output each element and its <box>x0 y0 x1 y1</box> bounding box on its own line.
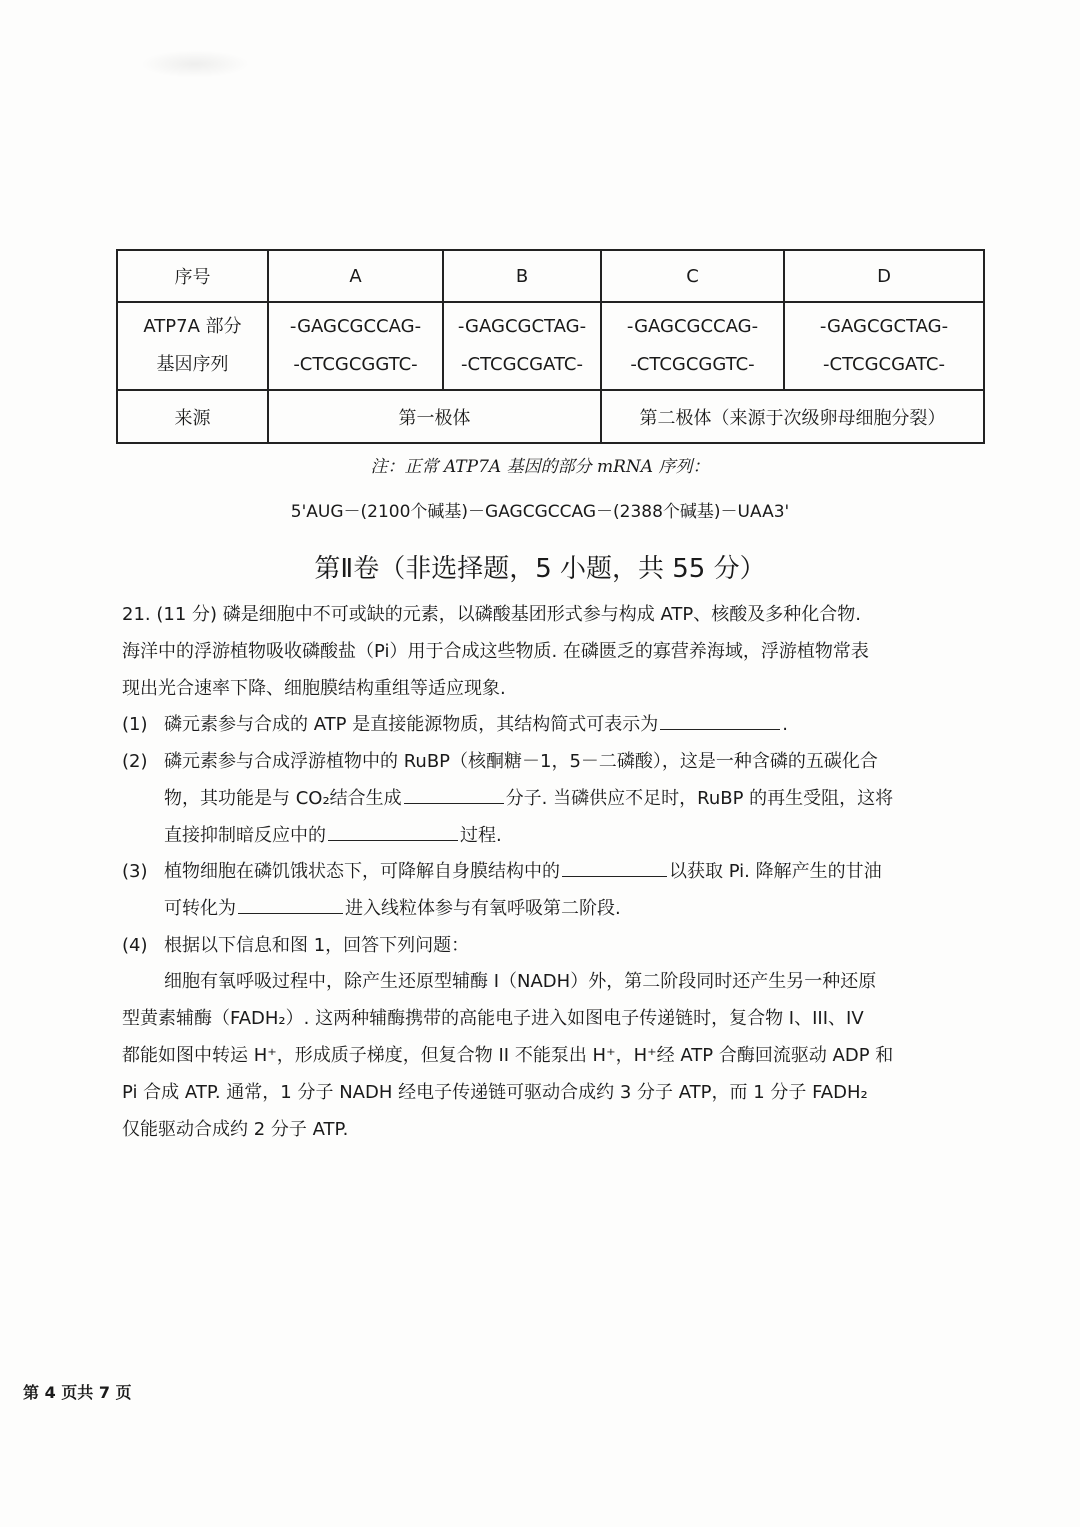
intro-line: 21. (11 分) 磷是细胞中不可或缺的元素，以磷酸基团形式参与构成 ATP、核酸及多种化合物. <box>122 604 861 625</box>
answer-blank[interactable] <box>562 854 667 877</box>
header-cell: B <box>443 250 601 302</box>
intro-line: 海洋中的浮游植物吸收磷酸盐（Pi）用于合成这些物质. 在磷匮乏的寡营养海域，浮游植物常表 <box>122 641 869 662</box>
subquestion-4-info <box>122 963 962 1148</box>
subquestion-number: (3) <box>122 861 148 882</box>
table-header-row <box>117 250 984 302</box>
header-cell: 序号 <box>117 250 268 302</box>
sequence-cell-d: -GAGCGCTAG- -CTCGCGATC- <box>784 302 984 390</box>
subquestion-number: (4) <box>122 935 148 956</box>
row-label-source: 来源 <box>117 390 268 443</box>
row-label-sequence: ATP7A 部分 基因序列 <box>117 302 268 390</box>
table-note: 注：正常 ATP7A 基因的部分 mRNA 序列： <box>370 457 710 477</box>
subquestion-2: (2) 磷元素参与合成浮游植物中的 RuBP（核酮糖－1，5－二磷酸），这是一种含磷的五碳化合 物，其功能是与 CO₂结合生成 分子. 当磷供应不足时，RuBP 的再生受阻，这将 直接抑制暗反应中的 过程. <box>122 743 962 854</box>
page-number-footer: 第 4 页共 7 页 <box>23 1383 132 1402</box>
scan-smudge <box>140 50 250 78</box>
intro-line: 现出光合速率下降、细胞膜结构重组等适应现象. <box>122 678 506 699</box>
source-cell-cd: 第二极体（来源于次级卵母细胞分裂） <box>601 390 984 443</box>
header-cell: C <box>601 250 784 302</box>
info-line: Pi 合成 ATP. 通常，1 分子 NADH 经电子传递链可驱动合成约 3 分子 ATP，而 1 分子 FADH₂ <box>122 1082 868 1103</box>
info-line: 都能如图中转运 H⁺，形成质子梯度，但复合物 II 不能泵出 H⁺，H⁺经 ATP 合酶回流驱动 ADP 和 <box>122 1045 894 1066</box>
sequence-cell-c: -GAGCGCCAG- -CTCGCGGTC- <box>601 302 784 390</box>
sequence-cell-b: -GAGCGCTAG- -CTCGCGATC- <box>443 302 601 390</box>
subquestion-text: 磷元素参与合成的 ATP 是直接能源物质，其结构简式可表示为 <box>164 714 659 735</box>
subquestion-text: 磷元素参与合成浮游植物中的 RuBP（核酮糖－1，5－二磷酸），这是一种含磷的五碳化合 <box>164 751 878 772</box>
source-cell-ab: 第一极体 <box>268 390 601 443</box>
answer-blank[interactable] <box>238 891 343 914</box>
header-cell: A <box>268 250 443 302</box>
sequence-cell-a: -GAGCGCCAG- -CTCGCGGTC- <box>268 302 443 390</box>
subquestion-3: (3) 植物细胞在磷饥饿状态下，可降解自身膜结构中的 以获取 Pi. 降解产生的甘油 可转化为 进入线粒体参与有氧呼吸第二阶段. <box>122 853 962 927</box>
subquestion-number: (1) <box>122 714 148 735</box>
info-line: 细胞有氧呼吸过程中，除产生还原型辅酶 I（NADH）外，第二阶段同时还产生另一种还原 <box>164 971 877 992</box>
mrna-sequence-note: 5'AUG－(2100个碱基)－GAGCGCCAG－(2388个碱基)－UAA3' <box>290 502 790 522</box>
table-row-source <box>117 390 984 443</box>
header-cell: D <box>784 250 984 302</box>
table-row-sequence <box>117 302 984 390</box>
answer-blank[interactable] <box>404 781 504 804</box>
question-21-intro <box>122 596 962 707</box>
subquestion-4: (4) 根据以下信息和图 1，回答下列问题： <box>122 927 962 964</box>
subquestion-number: (2) <box>122 751 148 772</box>
info-line: 仅能驱动合成约 2 分子 ATP. <box>122 1119 349 1140</box>
section-title: 第Ⅱ卷（非选择题，5 小题，共 55 分） <box>314 554 766 584</box>
subquestion-1: (1) 磷元素参与合成的 ATP 是直接能源物质，其结构简式可表示为 . <box>122 706 962 743</box>
answer-blank[interactable] <box>328 818 458 841</box>
answer-blank[interactable] <box>660 707 780 730</box>
info-line: 型黄素辅酶（FADH₂）. 这两种辅酶携带的高能电子进入如图电子传递链时，复合物 I、III、IV <box>122 1008 864 1029</box>
gene-sequence-table <box>116 249 985 444</box>
